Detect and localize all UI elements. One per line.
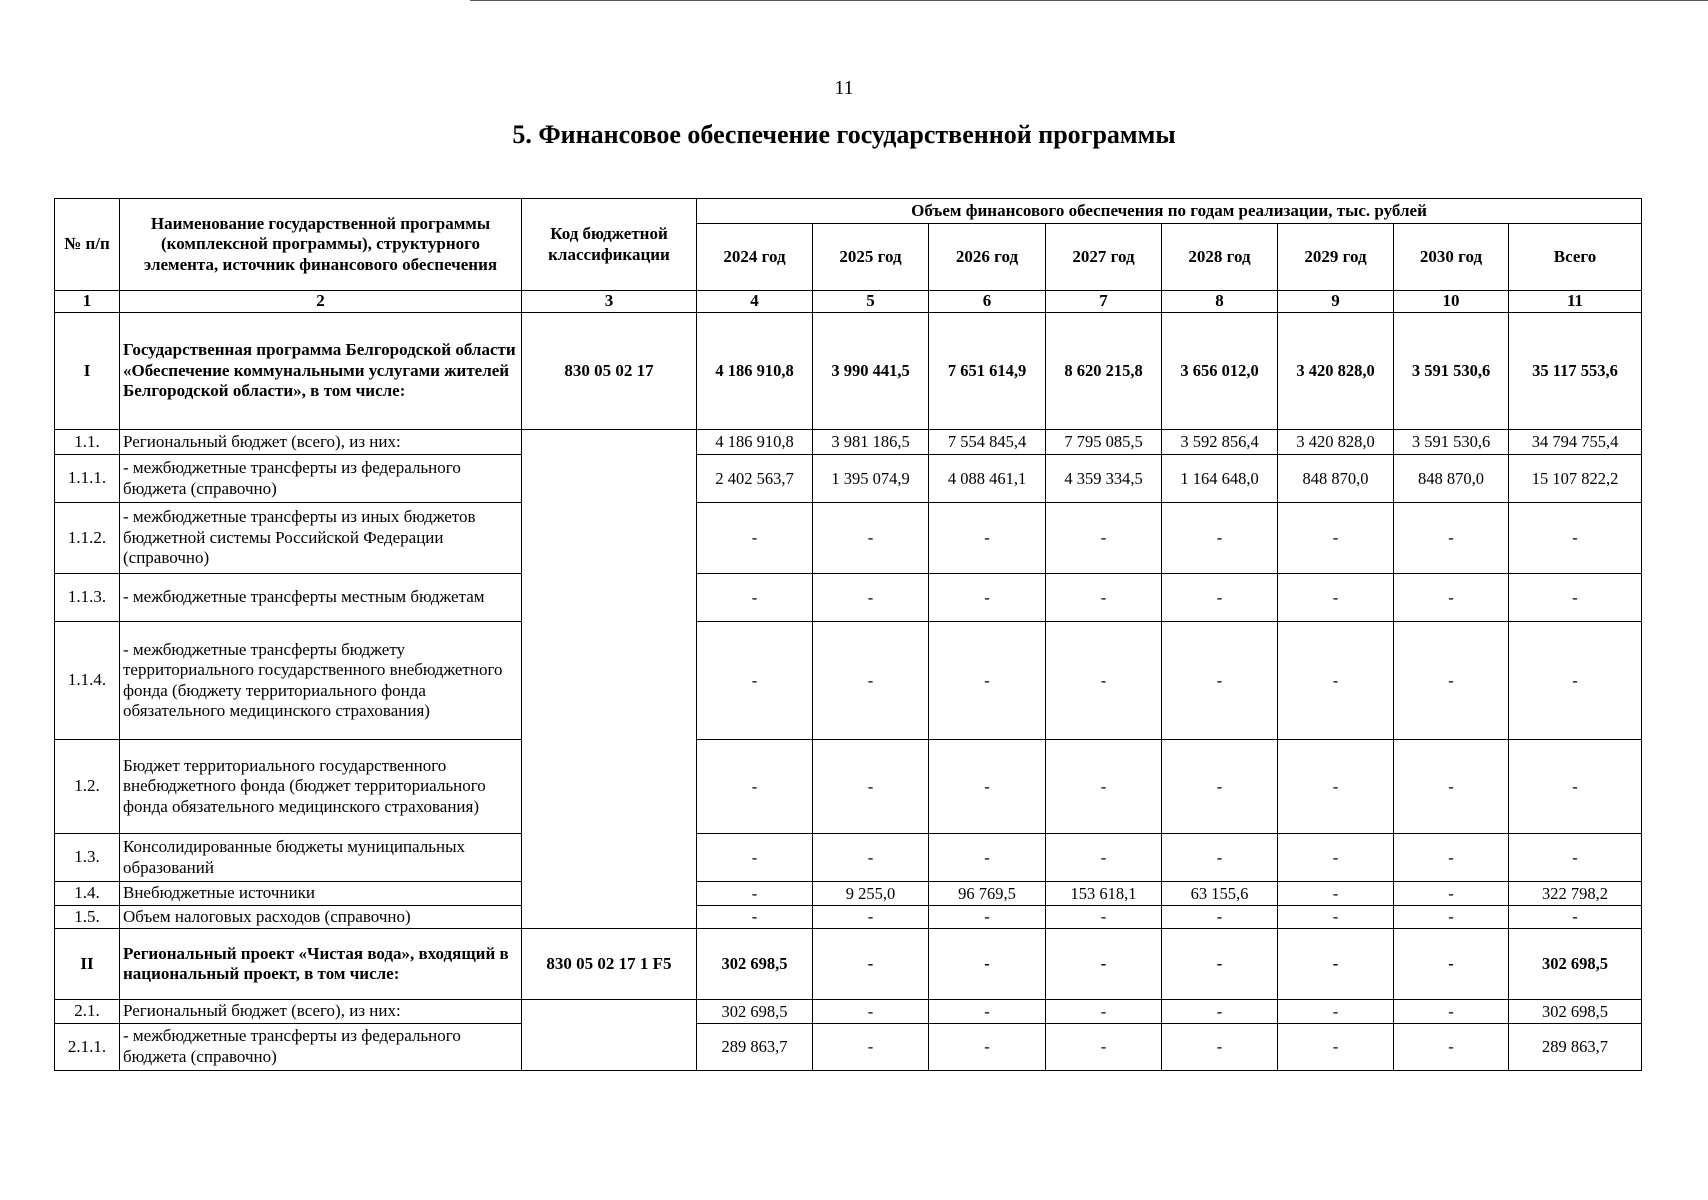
value-cell: - xyxy=(1394,1000,1509,1023)
value-total: 302 698,5 xyxy=(1509,1000,1642,1023)
value-cell: 1 395 074,9 xyxy=(813,455,929,503)
value-cell: - xyxy=(1162,906,1278,929)
row-number: I xyxy=(55,313,120,430)
value-cell: 7 795 085,5 xyxy=(1046,430,1162,455)
column-index: 3 xyxy=(522,291,697,313)
table-row xyxy=(55,929,1642,1000)
table-row xyxy=(55,834,1642,882)
value-cell: 63 155,6 xyxy=(1162,882,1278,906)
header-year: 2025 год xyxy=(813,224,929,291)
value-cell: - xyxy=(1046,929,1162,1000)
value-cell: - xyxy=(1162,929,1278,1000)
value-cell: 302 698,5 xyxy=(697,1000,813,1023)
row-name: Внебюджетные источники xyxy=(120,882,522,906)
row-number: 1.5. xyxy=(55,906,120,929)
value-cell: - xyxy=(1278,1023,1394,1070)
value-cell: - xyxy=(1278,503,1394,574)
table-row xyxy=(55,574,1642,622)
value-cell: - xyxy=(929,574,1046,622)
value-cell: 3 990 441,5 xyxy=(813,313,929,430)
value-total: - xyxy=(1509,740,1642,834)
value-cell: - xyxy=(697,574,813,622)
value-total: - xyxy=(1509,834,1642,882)
table-row xyxy=(55,740,1642,834)
top-rule xyxy=(470,0,1708,1)
row-name: Региональный проект «Чистая вода», входящий в национальный проект, в том числе: xyxy=(120,929,522,1000)
value-cell: 3 656 012,0 xyxy=(1162,313,1278,430)
value-cell: - xyxy=(1394,882,1509,906)
value-cell: - xyxy=(1278,929,1394,1000)
value-cell: - xyxy=(1394,740,1509,834)
value-cell: - xyxy=(929,1000,1046,1023)
row-number: 2.1. xyxy=(55,1000,120,1023)
value-cell: - xyxy=(1162,1023,1278,1070)
value-cell: 848 870,0 xyxy=(1278,455,1394,503)
value-cell: 3 420 828,0 xyxy=(1278,313,1394,430)
row-number: II xyxy=(55,929,120,1000)
value-cell: 4 359 334,5 xyxy=(1046,455,1162,503)
value-cell: - xyxy=(813,929,929,1000)
value-cell: - xyxy=(1046,906,1162,929)
row-number: 1.1.2. xyxy=(55,503,120,574)
row-name: Объем налоговых расходов (справочно) xyxy=(120,906,522,929)
value-total: - xyxy=(1509,906,1642,929)
row-name: - межбюджетные трансферты из федерального бюджета (справочно) xyxy=(120,1023,522,1070)
value-cell: - xyxy=(1162,1000,1278,1023)
value-cell: 153 618,1 xyxy=(1046,882,1162,906)
value-cell: - xyxy=(1394,622,1509,740)
value-cell: - xyxy=(697,740,813,834)
value-cell: 9 255,0 xyxy=(813,882,929,906)
value-cell: - xyxy=(929,503,1046,574)
value-cell: - xyxy=(1278,1000,1394,1023)
column-index: 6 xyxy=(929,291,1046,313)
header-year: 2028 год xyxy=(1162,224,1278,291)
value-cell: - xyxy=(1278,834,1394,882)
value-cell: 7 651 614,9 xyxy=(929,313,1046,430)
value-cell: 2 402 563,7 xyxy=(697,455,813,503)
page-number: 11 xyxy=(834,77,854,99)
value-cell: - xyxy=(929,740,1046,834)
value-cell: 8 620 215,8 xyxy=(1046,313,1162,430)
budget-code xyxy=(522,1000,697,1070)
row-number: 1.3. xyxy=(55,834,120,882)
column-index: 1 xyxy=(55,291,120,313)
value-cell: - xyxy=(1162,740,1278,834)
row-name: Региональный бюджет (всего), из них: xyxy=(120,1000,522,1023)
value-cell: 289 863,7 xyxy=(697,1023,813,1070)
value-cell: - xyxy=(697,882,813,906)
value-cell: 4 088 461,1 xyxy=(929,455,1046,503)
value-cell: - xyxy=(1162,574,1278,622)
table-row xyxy=(55,455,1642,503)
value-cell: - xyxy=(813,740,929,834)
value-total: 35 117 553,6 xyxy=(1509,313,1642,430)
value-cell: - xyxy=(1278,906,1394,929)
value-total: 322 798,2 xyxy=(1509,882,1642,906)
value-cell: - xyxy=(929,834,1046,882)
value-cell: - xyxy=(1046,1023,1162,1070)
value-cell: - xyxy=(929,1023,1046,1070)
row-name: - межбюджетные трансферты из федерального бюджета (справочно) xyxy=(120,455,522,503)
value-cell: - xyxy=(813,1023,929,1070)
value-cell: 302 698,5 xyxy=(697,929,813,1000)
row-number: 1.2. xyxy=(55,740,120,834)
value-cell: 7 554 845,4 xyxy=(929,430,1046,455)
row-number: 1.1.1. xyxy=(55,455,120,503)
column-index: 11 xyxy=(1509,291,1642,313)
header-volume: Объем финансового обеспечения по годам реализации, тыс. рублей xyxy=(697,199,1642,224)
row-number: 1.1.3. xyxy=(55,574,120,622)
value-cell: - xyxy=(813,1000,929,1023)
row-name: - межбюджетные трансферты бюджету территориального государственного внебюджетного фонда (бюджету территориального фонда обязательного медицинского страхования) xyxy=(120,622,522,740)
value-cell: - xyxy=(1046,574,1162,622)
value-cell: - xyxy=(1394,574,1509,622)
value-total: 302 698,5 xyxy=(1509,929,1642,1000)
header-num: № п/п xyxy=(55,199,120,291)
row-name: Бюджет территориального государственного внебюджетного фонда (бюджет территориального фонда обязательного медицинского страхования) xyxy=(120,740,522,834)
value-cell: 3 591 530,6 xyxy=(1394,430,1509,455)
value-cell: - xyxy=(1278,740,1394,834)
header-year: 2024 год xyxy=(697,224,813,291)
row-number: 2.1.1. xyxy=(55,1023,120,1070)
value-cell: 4 186 910,8 xyxy=(697,430,813,455)
value-total: - xyxy=(1509,503,1642,574)
value-cell: - xyxy=(813,834,929,882)
financing-table xyxy=(54,198,1642,1071)
value-cell: - xyxy=(1394,906,1509,929)
row-name: Государственная программа Белгородской области «Обеспечение коммунальными услугами жителей Белгородской области», в том числе: xyxy=(120,313,522,430)
value-cell: - xyxy=(697,622,813,740)
value-cell: - xyxy=(1394,929,1509,1000)
value-cell: - xyxy=(1278,574,1394,622)
table-row xyxy=(55,1000,1642,1023)
value-total: - xyxy=(1509,574,1642,622)
value-cell: - xyxy=(929,622,1046,740)
column-index: 10 xyxy=(1394,291,1509,313)
header-year: 2027 год xyxy=(1046,224,1162,291)
value-total: 289 863,7 xyxy=(1509,1023,1642,1070)
column-index: 7 xyxy=(1046,291,1162,313)
value-cell: - xyxy=(1162,622,1278,740)
row-name: Консолидированные бюджеты муниципальных образований xyxy=(120,834,522,882)
header-year: 2029 год xyxy=(1278,224,1394,291)
value-cell: - xyxy=(1162,834,1278,882)
value-total: 15 107 822,2 xyxy=(1509,455,1642,503)
table-row xyxy=(55,503,1642,574)
column-index: 4 xyxy=(697,291,813,313)
header-year: 2026 год xyxy=(929,224,1046,291)
value-cell: - xyxy=(813,906,929,929)
value-cell: - xyxy=(1278,882,1394,906)
value-cell: - xyxy=(1046,834,1162,882)
row-number: 1.1.4. xyxy=(55,622,120,740)
value-cell: 848 870,0 xyxy=(1394,455,1509,503)
row-name: - межбюджетные трансферты местным бюджетам xyxy=(120,574,522,622)
value-cell: - xyxy=(1394,503,1509,574)
value-cell: 3 591 530,6 xyxy=(1394,313,1509,430)
table-row xyxy=(55,430,1642,455)
column-index: 9 xyxy=(1278,291,1394,313)
column-index: 8 xyxy=(1162,291,1278,313)
value-cell: 3 420 828,0 xyxy=(1278,430,1394,455)
value-cell: - xyxy=(813,622,929,740)
value-cell: - xyxy=(813,503,929,574)
value-cell: - xyxy=(1046,503,1162,574)
table-row xyxy=(55,1023,1642,1070)
value-cell: 96 769,5 xyxy=(929,882,1046,906)
value-cell: - xyxy=(697,503,813,574)
value-cell: - xyxy=(929,929,1046,1000)
value-cell: - xyxy=(1046,740,1162,834)
column-index: 2 xyxy=(120,291,522,313)
value-cell: - xyxy=(1046,622,1162,740)
row-name: - межбюджетные трансферты из иных бюджетов бюджетной системы Российской Федерации (справочно) xyxy=(120,503,522,574)
table-row xyxy=(55,622,1642,740)
value-cell: - xyxy=(697,906,813,929)
budget-code xyxy=(522,430,697,929)
value-cell: - xyxy=(1162,503,1278,574)
column-index: 5 xyxy=(813,291,929,313)
header-name: Наименование государственной программы (комплексной программы), структурного элемента, источник финансового обеспечения xyxy=(120,199,522,291)
value-cell: 3 981 186,5 xyxy=(813,430,929,455)
table-row xyxy=(55,313,1642,430)
table-row xyxy=(55,882,1642,906)
row-number: 1.1. xyxy=(55,430,120,455)
table-row xyxy=(55,906,1642,929)
value-cell: - xyxy=(1394,1023,1509,1070)
budget-code: 830 05 02 17 1 F5 xyxy=(522,929,697,1000)
value-cell: - xyxy=(697,834,813,882)
value-cell: 1 164 648,0 xyxy=(1162,455,1278,503)
value-cell: - xyxy=(1046,1000,1162,1023)
value-total: - xyxy=(1509,622,1642,740)
row-name: Региональный бюджет (всего), из них: xyxy=(120,430,522,455)
header-total: Всего xyxy=(1509,224,1642,291)
header-year: 2030 год xyxy=(1394,224,1509,291)
value-cell: 4 186 910,8 xyxy=(697,313,813,430)
value-cell: - xyxy=(1394,834,1509,882)
value-cell: - xyxy=(813,574,929,622)
row-number: 1.4. xyxy=(55,882,120,906)
value-total: 34 794 755,4 xyxy=(1509,430,1642,455)
header-code: Код бюджетной классификации xyxy=(522,199,697,291)
value-cell: - xyxy=(929,906,1046,929)
value-cell: - xyxy=(1278,622,1394,740)
value-cell: 3 592 856,4 xyxy=(1162,430,1278,455)
budget-code: 830 05 02 17 xyxy=(522,313,697,430)
page-title: 5. Финансовое обеспечение государственной программы xyxy=(512,120,1176,149)
